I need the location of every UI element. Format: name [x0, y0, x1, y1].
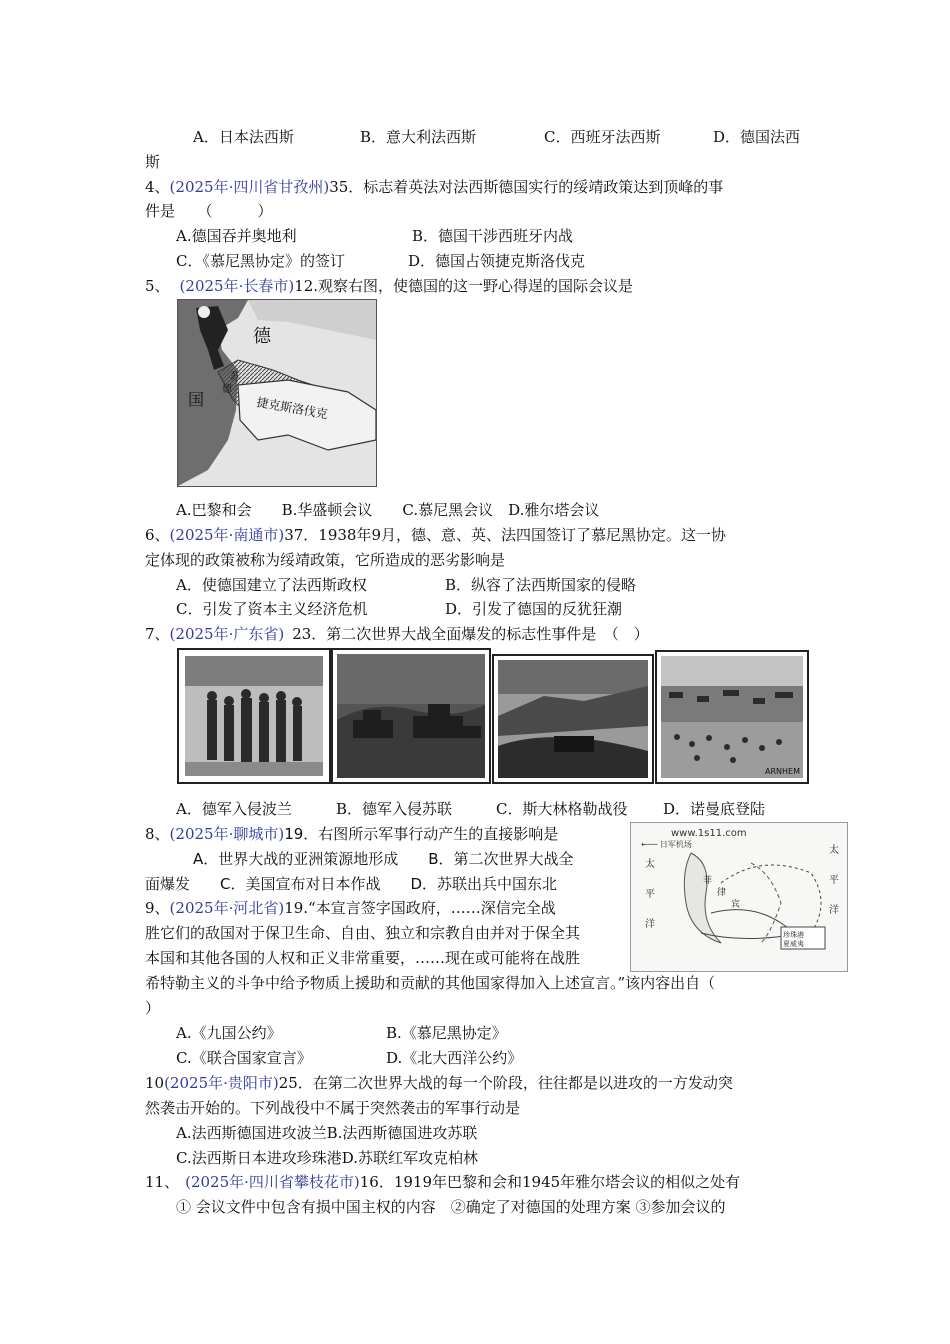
- q5-options: A.巴黎和会 B.华盛顿会议 C.慕尼黑会议 D.雅尔塔会议: [176, 501, 600, 519]
- q7-option-b: B．德军入侵苏联: [336, 800, 453, 818]
- q8-map-label-tai1: 太: [645, 859, 655, 870]
- q4-source-tag: (2025年·四川省甘孜州): [169, 178, 330, 196]
- q6-option-b: B．纵容了法西斯国家的侵略: [445, 576, 637, 594]
- q9-stem-line2: 胜它们的敌国对于保卫生命、自由、独立和宗教自由并对于保全其: [145, 924, 581, 942]
- q9-stem-line5: ）: [145, 999, 161, 1017]
- q11-line1: ① 会议文件中包含有损中国主权的内容 ②确定了对德国的处理方案 ③参加会议的: [176, 1198, 726, 1216]
- q4-option-a: A.德国吞并奥地利: [176, 227, 297, 245]
- q5-number: 5、: [145, 277, 170, 295]
- q7-number: 7、: [145, 625, 170, 643]
- q7-photo-landing: [655, 650, 809, 784]
- q8-number: 8、: [145, 825, 170, 843]
- q9-option-d: D.《北大西洋公约》: [386, 1049, 523, 1067]
- q6-option-c: C．引发了资本主义经济危机: [176, 600, 368, 618]
- q3-options-wrap: 斯: [145, 153, 161, 171]
- q8-map-label-ping1: 平: [645, 889, 655, 900]
- q3-option-d: D．德国法西: [713, 128, 801, 146]
- q3-option-a: A．日本法西斯: [193, 128, 294, 146]
- q5-stem: [145, 276, 633, 296]
- q5-stem-text: 12.观察右图，使德国的这一野心得逞的国际会议是: [294, 277, 634, 295]
- q9-stem-text: 19.“本宣言签字国政府，……深信完全战: [284, 899, 556, 917]
- q5-source-tag: (2025年·长春市): [179, 277, 295, 295]
- q4-number: 4、: [145, 178, 170, 196]
- q11-stem: [145, 1172, 740, 1192]
- q5-map-label-small2: 德: [222, 384, 232, 395]
- q7-photo-tanks: [331, 648, 491, 784]
- q4-stem: [145, 177, 723, 197]
- q9-option-c: C.《联合国家宣言》: [176, 1049, 312, 1067]
- q10-source-tag: (2025年·贵阳市): [164, 1074, 279, 1092]
- q5-map-label-de: 德: [253, 326, 271, 347]
- q8-map-label-bin: 宾: [731, 900, 741, 910]
- q3-option-c: C．西班牙法西斯: [544, 128, 661, 146]
- q10-options-line2: C.法西斯日本进攻珍珠港D.苏联红军攻克柏林: [176, 1149, 478, 1167]
- q7-option-d: D．诺曼底登陆: [663, 800, 766, 818]
- q7-option-a: A．德军入侵波兰: [176, 800, 292, 818]
- q4-option-d: D．德国占领捷克斯洛伐克: [408, 252, 586, 270]
- q8-map-label-lv: 律: [717, 888, 727, 898]
- q9-option-a: A.《九国公约》: [176, 1024, 282, 1042]
- q9-option-b: B.《慕尼黑协定》: [386, 1024, 507, 1042]
- q8-map-label-pearl: 珍珠港: [783, 931, 804, 939]
- q9-stem-line3: 本国和其他各国的人权和正义非常重要，……现在或可能将在战胜: [145, 949, 581, 967]
- q8-map-legend: ←── 日军机场: [641, 840, 692, 849]
- q7-source-tag: (2025年·广东省): [169, 625, 285, 643]
- q5-map-label-guo: 国: [188, 390, 205, 409]
- q4-stem-cont: 件是 （ ）: [145, 202, 273, 220]
- q8-map-label-tai2: 太: [829, 845, 839, 856]
- q4-stem-text: 35．标志着英法对法西斯德国实行的绥靖政策达到顶峰的事: [329, 178, 724, 196]
- q10-stem-text: 25．在第二次世界大战的每一个阶段，往往都是以进攻的一方发动突: [278, 1074, 733, 1092]
- q7-stem: [145, 624, 649, 644]
- q7-photo-ruins: [492, 654, 654, 784]
- q9-number: 9、: [145, 899, 170, 917]
- q11-stem-text: 16．1919年巴黎和会和1945年雅尔塔会议的相似之处有: [359, 1173, 741, 1191]
- q8-line1: A．世界大战的亚洲策源地形成 B．第二次世界大战全: [193, 850, 574, 868]
- q9-stem: [145, 898, 556, 918]
- q6-stem-text: 37．1938年9月，德、意、英、法四国签订了慕尼黑协定。这一协: [284, 526, 727, 544]
- q8-map-site: www.1s11.com: [671, 828, 747, 839]
- q3-option-b: B．意大利法西斯: [360, 128, 477, 146]
- q8-stem: [145, 824, 558, 844]
- q10-stem-cont: 然袭击开始的。下列战役中不属于突然袭击的军事行动是: [145, 1099, 521, 1117]
- q6-stem-cont: 定体现的政策被称为绥靖政策，它所造成的恶劣影响是: [145, 551, 506, 569]
- q5-map-label-small1: 苏: [230, 372, 240, 383]
- q6-stem: [145, 525, 726, 545]
- q5-map-label-czech: 捷克斯洛伐克: [255, 395, 329, 422]
- q8-line2: 面爆发 C．美国宣布对日本作战 D．苏联出兵中国东北: [145, 875, 558, 893]
- q7-option-c: C．斯大林格勒战役: [496, 800, 628, 818]
- q8-source-tag: (2025年·聊城市): [169, 825, 285, 843]
- q7-options: [176, 799, 766, 819]
- q8-map-image: [630, 822, 848, 972]
- q10-stem: [145, 1073, 733, 1093]
- q8-map-label-yang1: 洋: [645, 919, 655, 930]
- q6-number: 6、: [145, 526, 170, 544]
- q4-option-b: B．德国干涉西班牙内战: [412, 227, 574, 245]
- q6-option-d: D．引发了德国的反犹狂潮: [445, 600, 623, 618]
- q5-map-image: [177, 299, 377, 487]
- q8-map-label-ping2: 平: [829, 875, 839, 886]
- q8-map-label-fei: 菲: [703, 876, 713, 886]
- q10-number: 10: [145, 1074, 165, 1092]
- q9-source-tag: (2025年·河北省): [169, 899, 285, 917]
- q9-stem-line4: 希特勒主义的斗争中给予物质上援助和贡献的其他国家得加入上述宣言。”该内容出自（: [145, 974, 716, 992]
- q3-options: [193, 127, 801, 147]
- q8-stem-text: 19．右图所示军事行动产生的直接影响是: [284, 825, 559, 843]
- q7-photo-soldiers: [177, 648, 331, 784]
- q10-options-line1: A.法西斯德国进攻波兰B.法西斯德国进攻苏联: [176, 1124, 478, 1142]
- q11-source-tag: (2025年·四川省攀枝花市): [185, 1173, 360, 1191]
- q8-map-label-yang2: 洋: [829, 905, 839, 916]
- q7-photo-caption: ARNHEM: [765, 767, 800, 776]
- q11-number: 11、: [145, 1173, 180, 1191]
- q6-source-tag: (2025年·南通市): [169, 526, 285, 544]
- q7-stem-text: 23．第二次世界大战全面爆发的标志性事件是 （ ）: [292, 625, 649, 643]
- q4-option-c: C．《慕尼黑协定》的签订: [176, 252, 345, 270]
- q8-map-label-hawaii: 夏威夷: [783, 940, 804, 948]
- q6-option-a: A．使德国建立了法西斯政权: [176, 576, 367, 594]
